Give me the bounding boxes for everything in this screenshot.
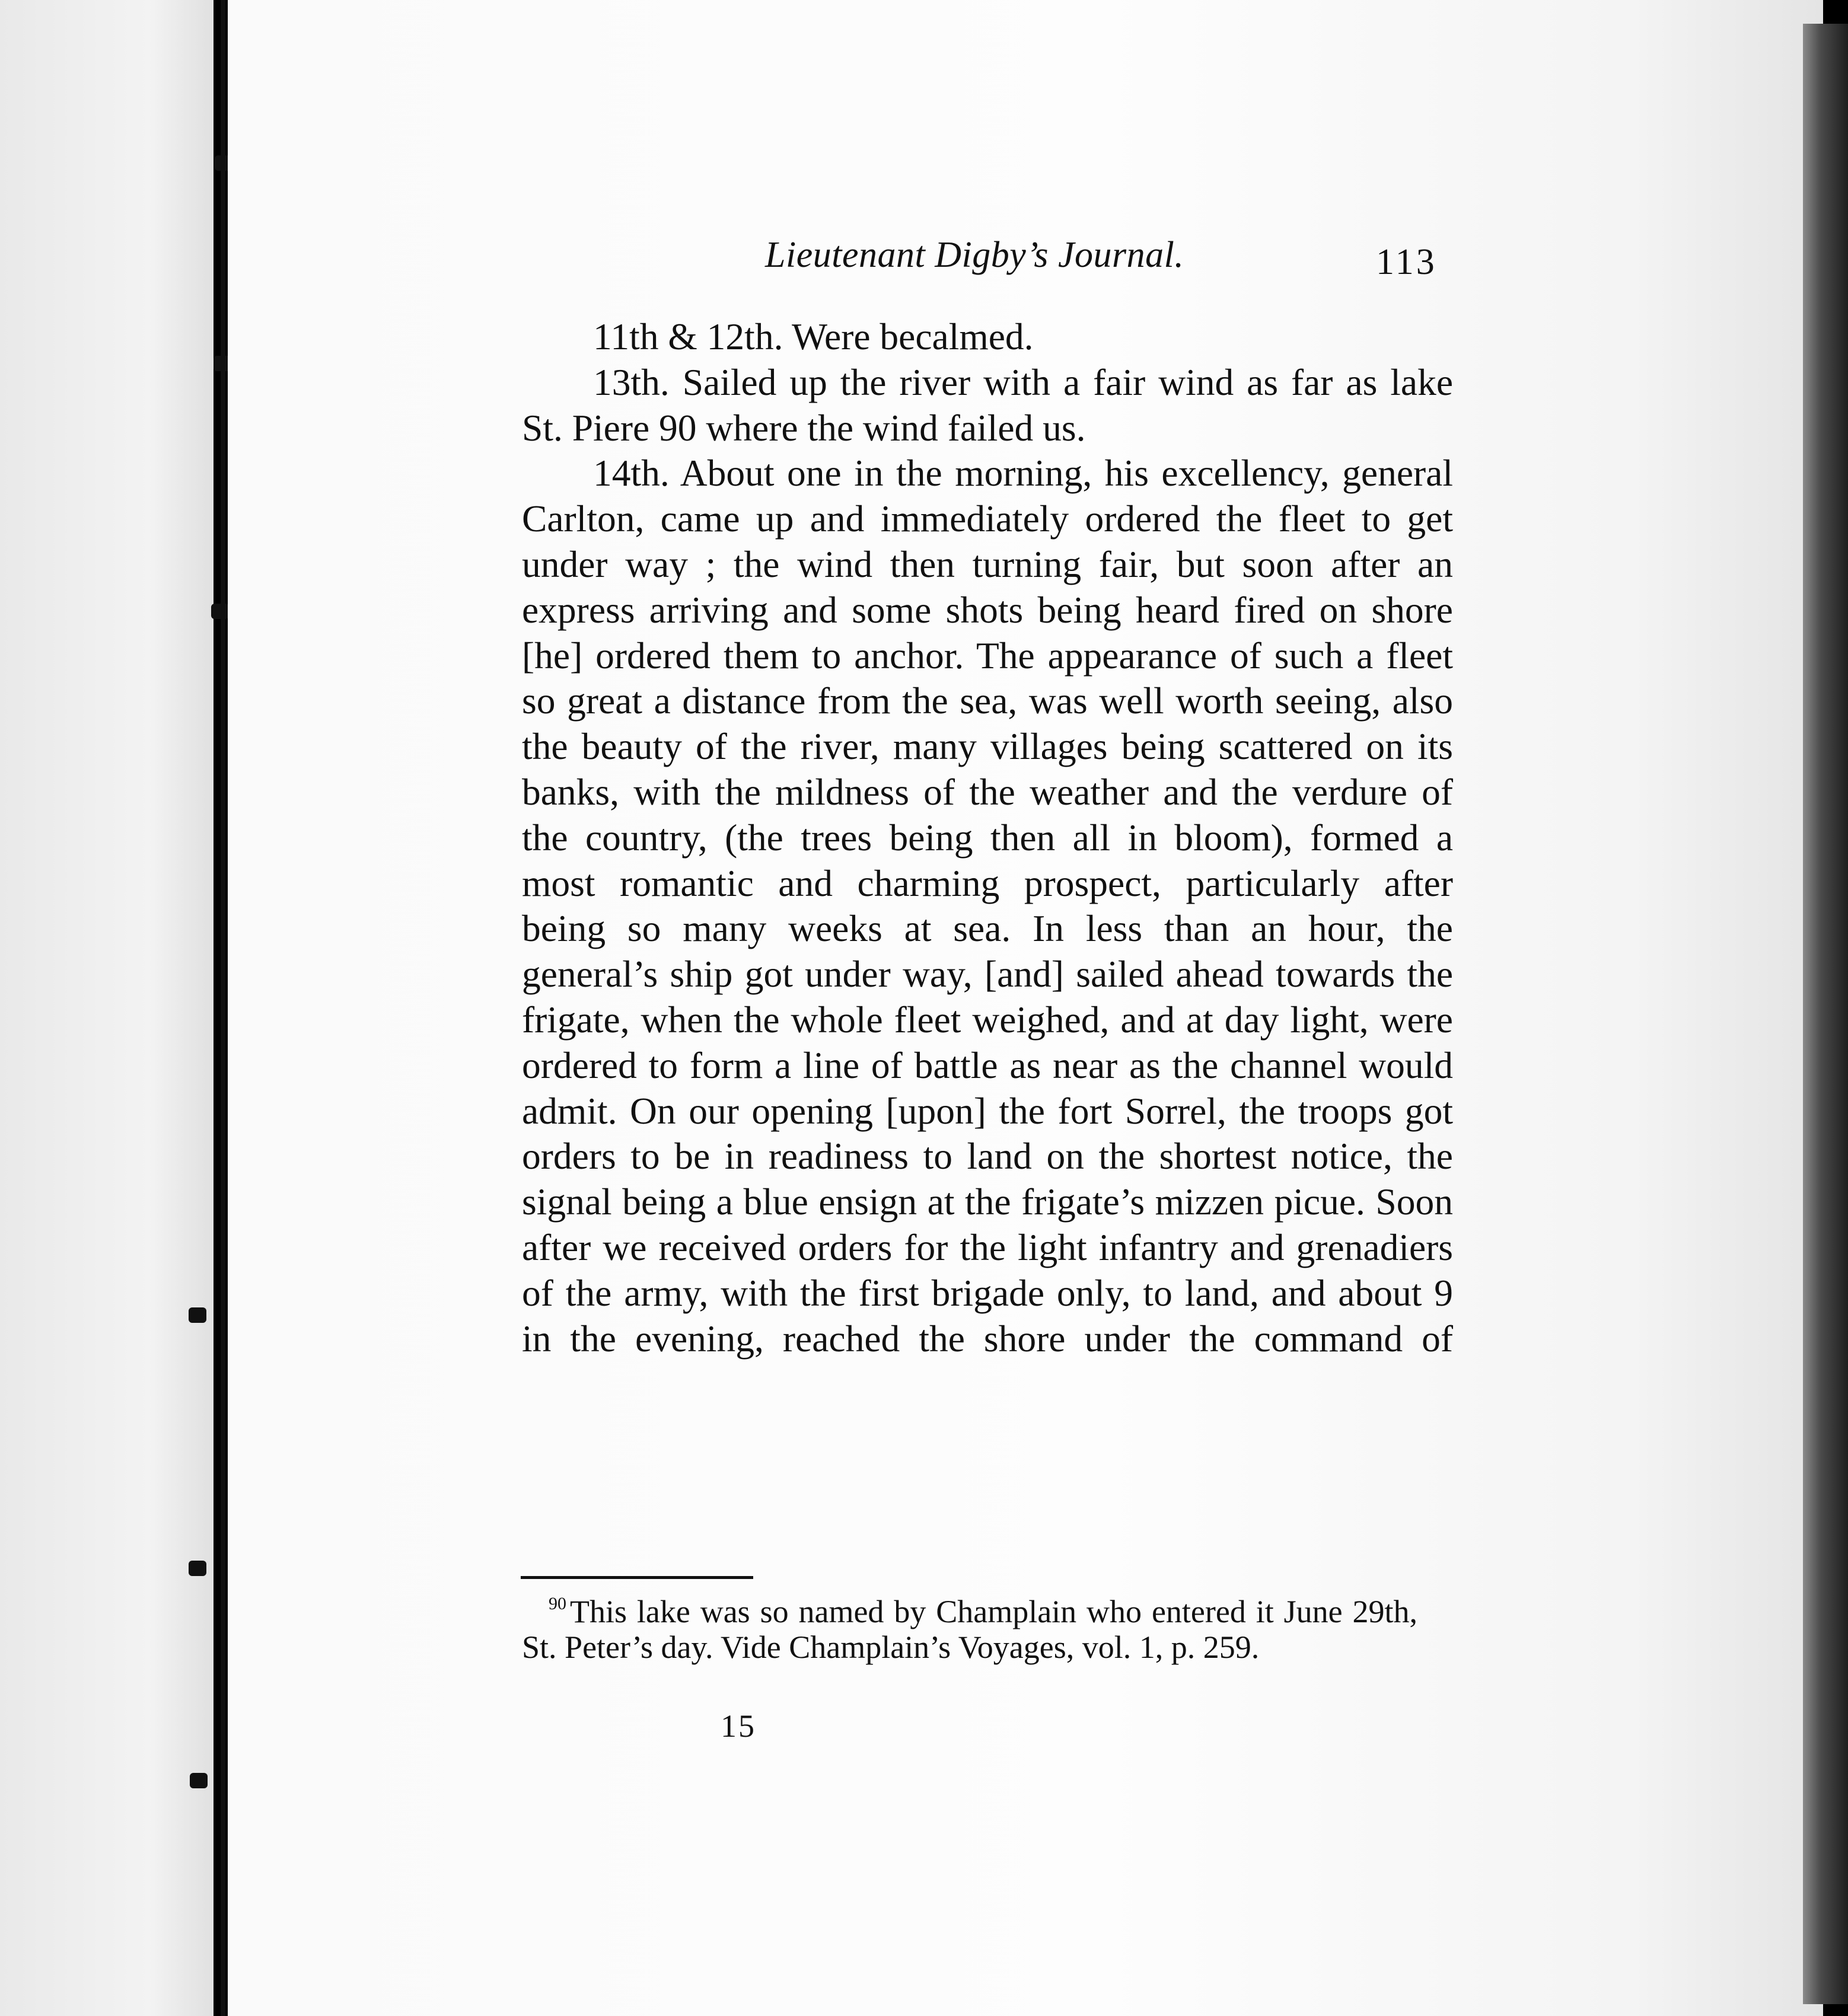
footnote-rule <box>521 1576 753 1579</box>
page-number: 113 <box>1376 242 1437 282</box>
binding-stitch <box>190 1773 208 1788</box>
signature-mark: 15 <box>721 1708 756 1744</box>
binding-gutter <box>221 0 225 2016</box>
footnote-text: This lake was so named by Champlain who entered it June 29th, St. Peter’s day. Vide Champlain’s Voyages, vol. 1, p. 259. <box>522 1594 1417 1665</box>
page-header <box>765 234 1465 305</box>
binding-stitch <box>189 1561 206 1576</box>
paragraph: 13th. Sailed up the river with a fair wind as far as lake St. Piere 90 where the wind failed us. <box>522 361 1453 449</box>
running-title: Lieutenant Digby’s Journal. <box>765 235 1184 275</box>
paragraph: 14th. About one in the morning, his excellency, general Carlton, came up and immediately ordered the fleet to get under way ; the wind then turning fair, but soon after an express arriving and some shots being heard fired on shore [he] ordered them to anchor. The appearance of such a fleet so great a distance from the sea, was well worth seeing, also the beauty of the river, many villages being scattered on its banks, with the mildness of the weather and the verdure of the country, (the trees being then all in bloom), formed a most romantic and charming prospect, particularly after being so many weeks at sea. In less than an hour, the general’s ship got under way, [and] sailed ahead towards the frigate, when the whole fleet weighed, and at day light, were ordered to form a line of battle as near as the channel would admit. On our opening [upon] the fort Sorrel, the troops got orders to be in readiness to land on the shortest notice, the signal being a blue ensign at the frigate’s mizzen picue. Soon after we received orders for the light infantry and grenadiers of the army, with the first brigade only, to land, and about 9 in the evening, reached the shore under the command of <box>522 452 1453 1360</box>
footnote <box>522 1586 1417 1665</box>
footnote-marker: 90 <box>549 1594 566 1613</box>
paragraph: 11th & 12th. Were becalmed. <box>593 315 1034 358</box>
journal-body <box>522 314 1453 1361</box>
binding-stitch <box>189 1307 206 1323</box>
page-edge-shadow <box>1803 24 1848 2004</box>
binding-stitch <box>211 604 229 619</box>
facing-page <box>0 0 214 2016</box>
